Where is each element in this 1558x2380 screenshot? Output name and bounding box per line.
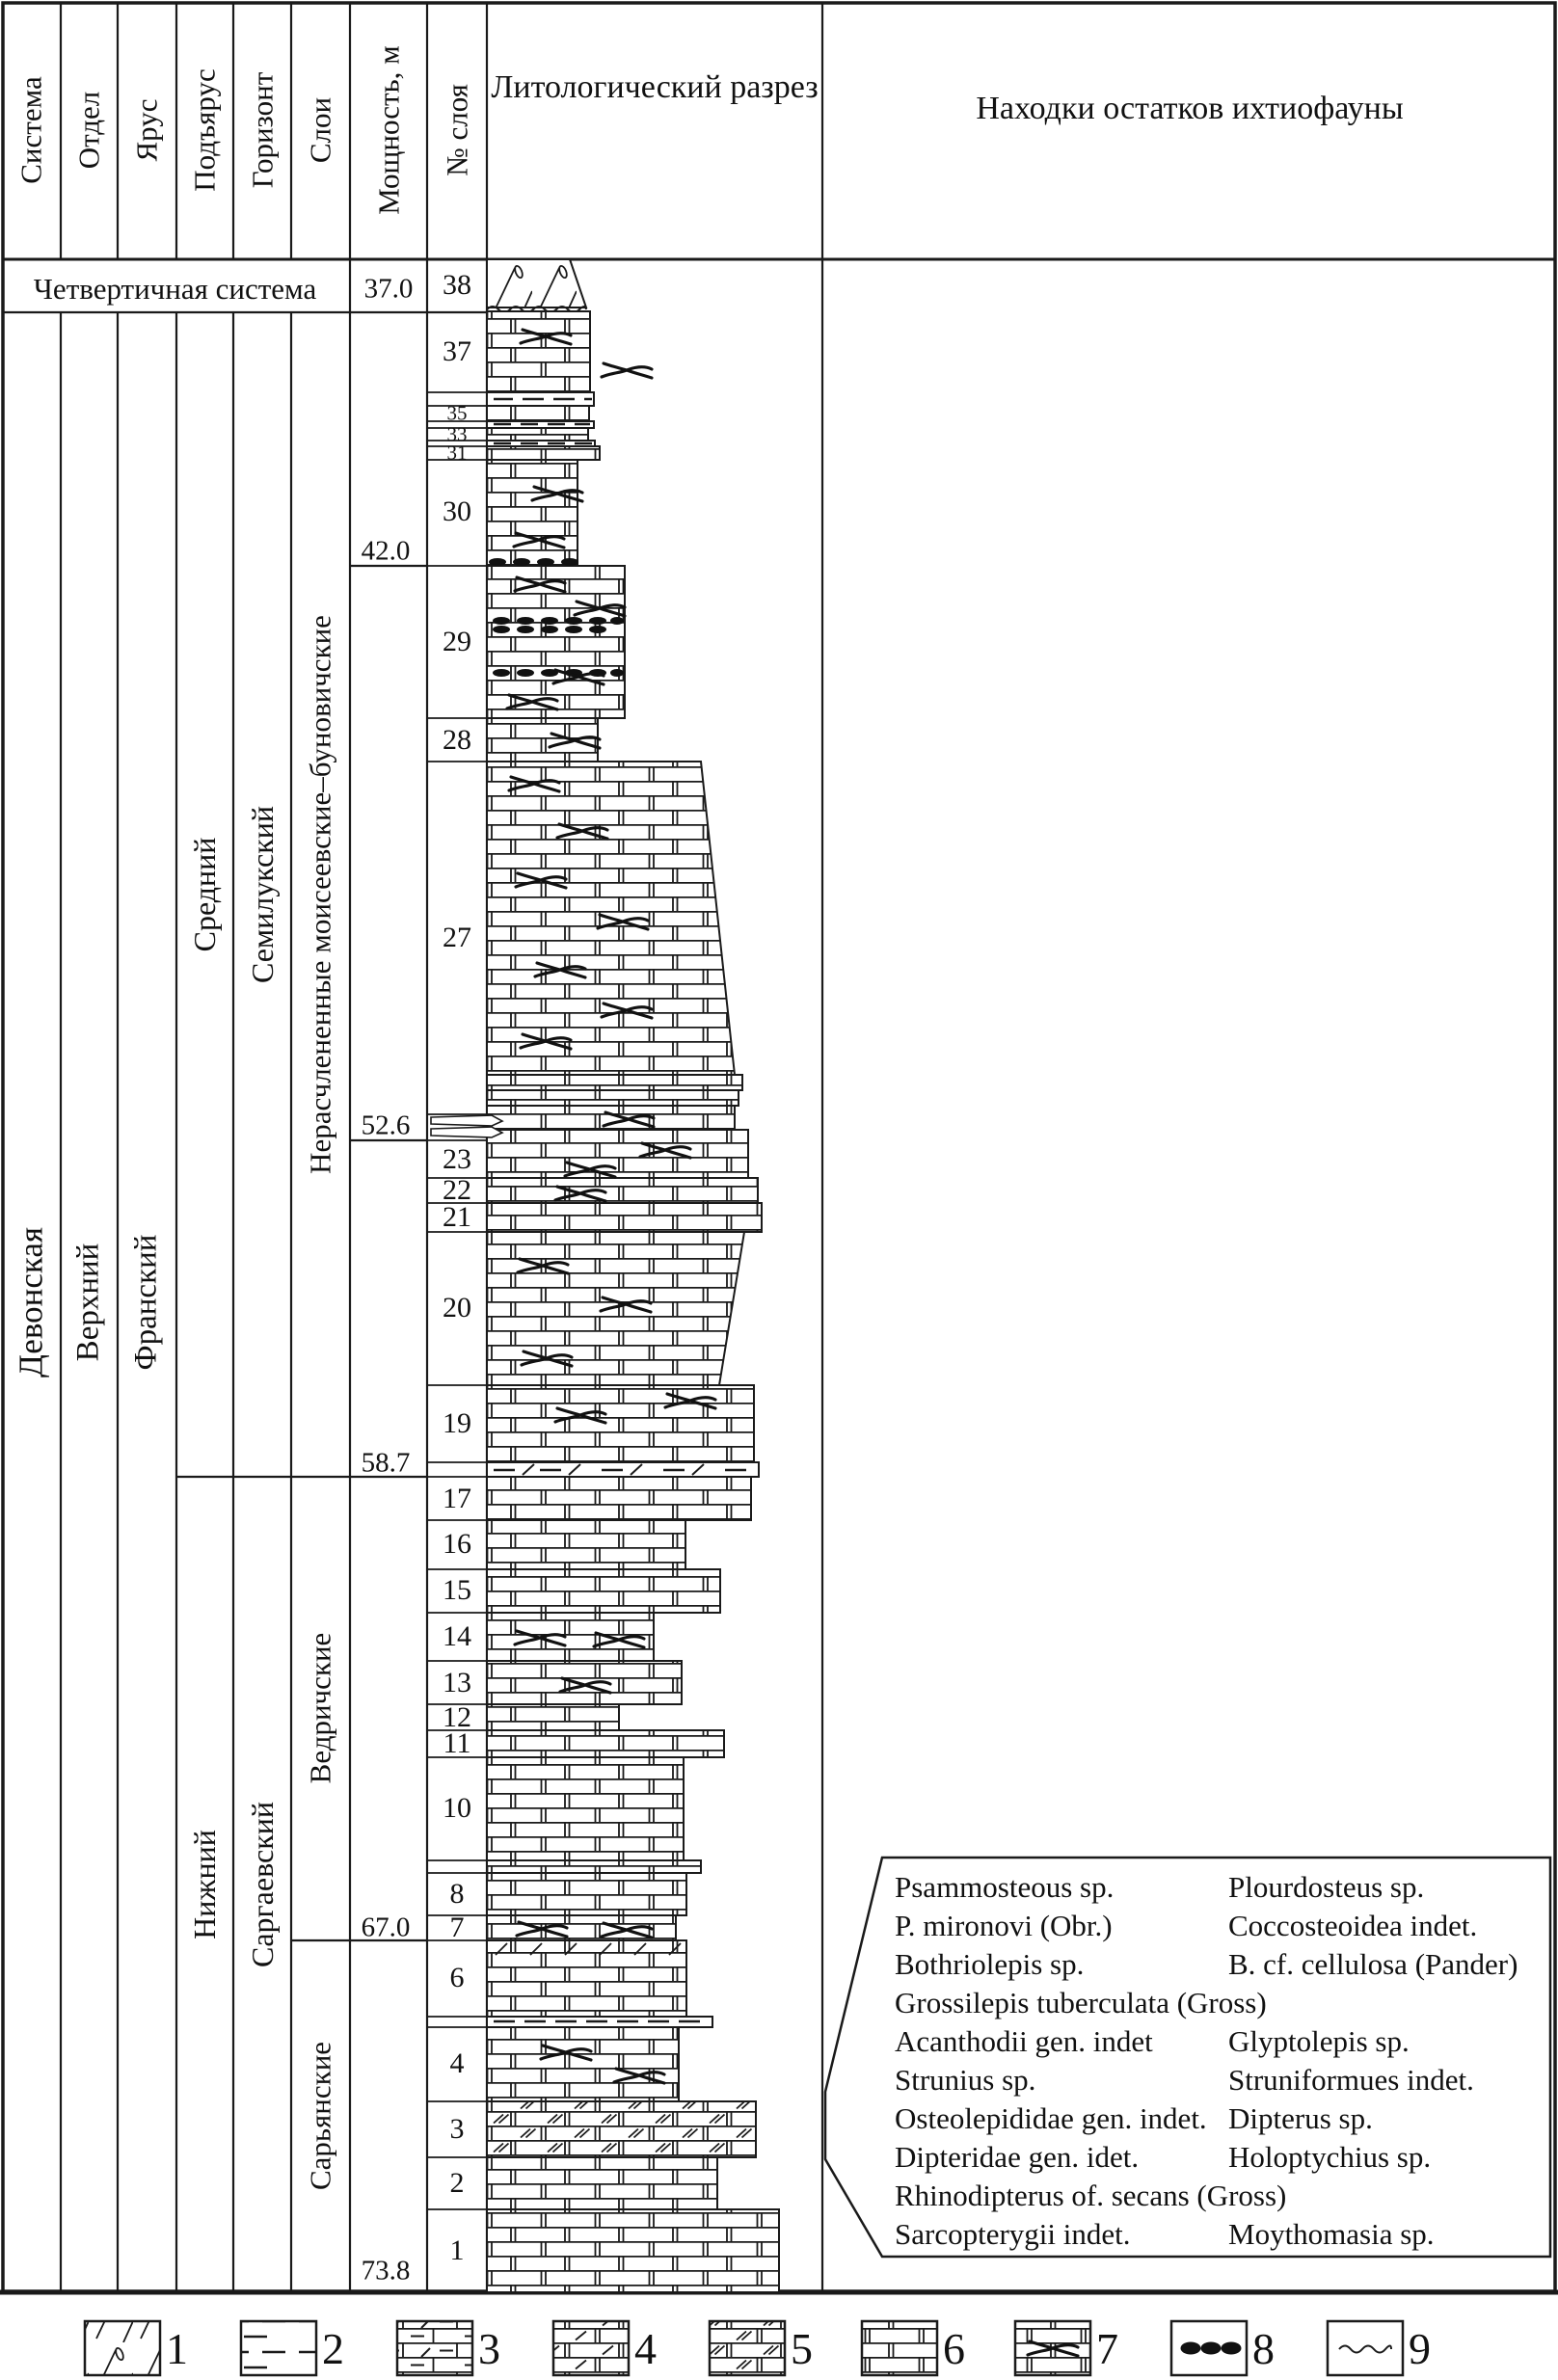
layer-number: 21	[443, 1201, 471, 1233]
thickness-mark: 67.0	[361, 1912, 411, 1943]
fauna-line: Rhinodipterus of. secans (Gross)	[895, 2179, 1287, 2212]
legend-item-number: 3	[478, 2324, 500, 2373]
thickness-mark: 37.0	[363, 273, 414, 305]
layer-number: 22	[443, 1174, 471, 1206]
layer-number: 1	[449, 2234, 465, 2266]
fauna-line: Psammosteous sp. Plourdosteus sp.	[895, 1870, 1425, 1904]
layer-number: 16	[443, 1528, 471, 1560]
layer-number: 27	[443, 922, 471, 953]
fauna-column-title: Находки остатков ихтиофауны	[976, 91, 1404, 126]
layer-number: 19	[443, 1407, 471, 1439]
col-header-substage: Подъярус	[187, 68, 222, 192]
legend-item-number: 6	[943, 2324, 965, 2373]
col-header-thickness: Мощность, м	[371, 45, 406, 215]
stage-label: Франский	[128, 1234, 164, 1371]
layer-number: 31	[446, 441, 468, 465]
substage-middle-label: Средний	[187, 837, 222, 952]
legend-item-number: 7	[1096, 2324, 1118, 2373]
layer-number: 12	[443, 1701, 471, 1733]
layer-number: 14	[443, 1620, 471, 1652]
layer-number: 2	[449, 2167, 465, 2199]
layer-number: 11	[443, 1727, 471, 1759]
fauna-line: Osteolepididae gen. indet. Dipterus sp.	[895, 2101, 1373, 2135]
legend-item-number: 5	[791, 2324, 813, 2373]
layer-number: 20	[443, 1292, 471, 1324]
layer-number: 30	[443, 495, 471, 527]
layer-number: 4	[449, 2047, 465, 2079]
beds-moiseevo-label: Нерасчлененные моисеевские–буновичские	[303, 615, 337, 1174]
beds-saryan-label: Сарьянские	[303, 2041, 337, 2191]
legend-symbols	[85, 2321, 1403, 2375]
layer-number: 17	[443, 1483, 471, 1514]
legend-item-number: 4	[634, 2324, 657, 2373]
thickness-mark: 42.0	[361, 535, 411, 567]
lithology-column-title: Литологический разрез	[491, 69, 819, 105]
layer-number: 3	[449, 2113, 465, 2145]
legend-item-number: 2	[322, 2324, 344, 2373]
legend-item-number: 8	[1252, 2324, 1275, 2373]
layer-number: 13	[443, 1667, 471, 1698]
fauna-line: Sarcopterygii indet. Moythomasia sp.	[895, 2217, 1435, 2251]
col-header-system: Система	[13, 76, 48, 184]
col-header-layer-no: № слоя	[440, 84, 474, 176]
layer-number: 35	[446, 401, 468, 425]
layer-number: 10	[443, 1792, 471, 1824]
thickness-mark: 73.8	[361, 2255, 411, 2286]
substage-lower-label: Нижний	[187, 1830, 222, 1939]
quaternary-system-label: Четвертичная система	[33, 272, 317, 306]
col-header-horizon: Горизонт	[245, 71, 280, 189]
thickness-mark: 52.6	[361, 1110, 411, 1141]
system-label: Девонская	[12, 1227, 50, 1377]
horizon-sargaevo-label: Саргаевский	[245, 1802, 280, 1967]
legend-item-number: 1	[166, 2324, 188, 2373]
fauna-line: P. mironovi (Obr.) Coccosteoidea indet.	[895, 1909, 1478, 1942]
thin-layer-wedges	[431, 1115, 502, 1137]
col-header-stage: Ярус	[129, 98, 164, 162]
layer-number: 33	[446, 422, 468, 446]
series-label: Верхний	[70, 1243, 106, 1362]
layer-number: 8	[449, 1878, 465, 1910]
fauna-line: Dipteridae gen. idet. Holoptychius sp.	[895, 2140, 1432, 2174]
col-header-series: Отдел	[71, 91, 106, 170]
lithology-layers	[487, 259, 779, 2292]
col-header-beds: Слои	[303, 96, 337, 164]
fauna-line: Strunius sp. Struniformues indet.	[895, 2063, 1474, 2097]
fauna-line: Bothriolepis sp. B. cf. cellulosa (Pander)	[895, 1947, 1518, 1981]
layer-number: 7	[449, 1912, 465, 1943]
layer-number: 23	[443, 1143, 471, 1175]
layer-number: 6	[449, 1962, 465, 1993]
fauna-line: Grossilepis tuberculata (Gross)	[895, 1986, 1267, 2019]
thickness-mark: 58.7	[361, 1447, 411, 1479]
layer-number: 29	[443, 626, 471, 657]
layer-number: 37	[443, 335, 471, 367]
beds-vedrich-label: Ведричские	[303, 1632, 337, 1784]
layer-number: 28	[443, 724, 471, 756]
fauna-line: Acanthodii gen. indet Glyptolepis sp.	[895, 2024, 1410, 2058]
legend-item-number: 9	[1409, 2324, 1431, 2373]
layer-number: 15	[443, 1574, 471, 1606]
layer-number: 38	[443, 269, 471, 301]
horizon-semiluki-label: Семилукский	[245, 805, 280, 984]
fauna-finds-list	[895, 1868, 1546, 2254]
